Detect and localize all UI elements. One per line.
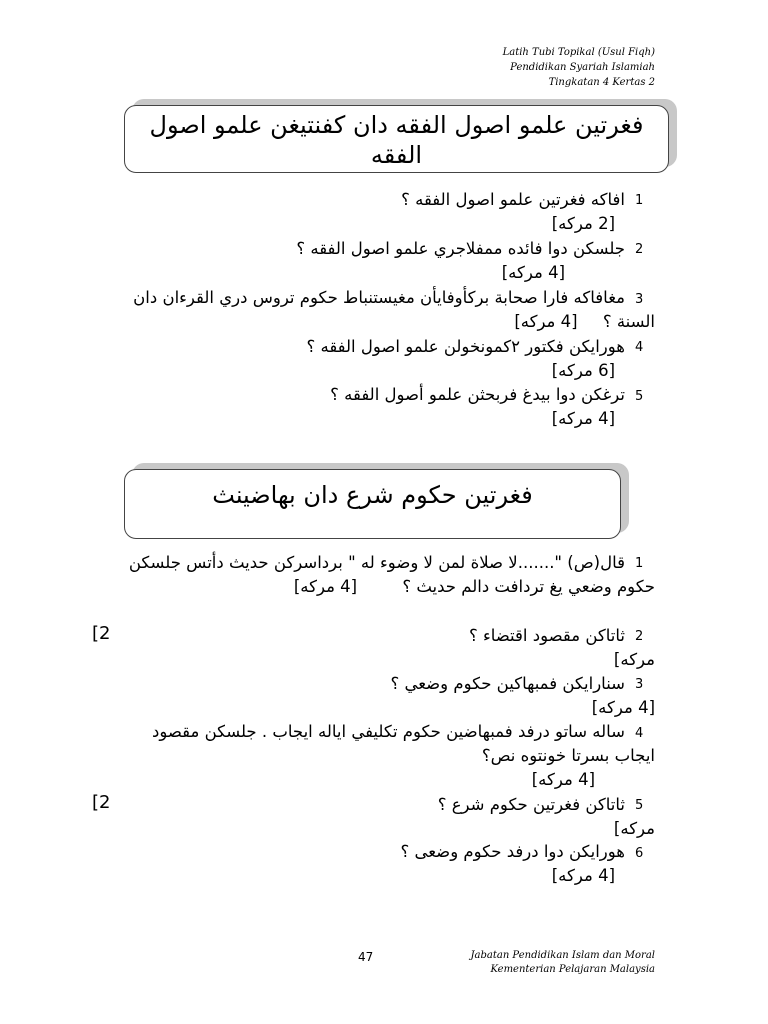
s1-q3-text: مغافاكه فارا صحابة بركأوفايأن مغيستنباط حكوم تروس دري القرءان دان السنة ؟ xyxy=(133,288,655,331)
footer-line-2: Kementerian Pelajaran Malaysia xyxy=(490,964,655,975)
s2-q1-text: قال(ص) ".......لا صلاة لمن لا وضوء له " برداسركن حديث دأتس جلسكن حكوم وضعي يغ تردافت دالم حديث ؟ xyxy=(128,553,655,596)
s1-q4-text: هورايكن فكتور ٢كمونخولن علمو اصول الفقه ؟ xyxy=(306,337,625,356)
s2-q4-number: 4 xyxy=(635,726,644,741)
s2-q2-number: 2 xyxy=(635,629,644,644)
s2-q6 xyxy=(110,840,655,888)
s1-q2-number: 2 xyxy=(635,242,644,257)
header-line-3: Tingkatan 4 Kertas 2 xyxy=(548,77,655,88)
s1-q4-mark: [6 مركه] xyxy=(551,361,615,380)
s1-q1-mark: [2 مركه] xyxy=(551,214,615,233)
s2-q1-mark: [4 مركه] xyxy=(293,577,358,596)
s2-q3-number: 3 xyxy=(635,677,644,692)
s2-q1 xyxy=(110,551,655,599)
s2-q1-number: 1 xyxy=(635,556,644,571)
s2-q6-number: 6 xyxy=(635,846,644,861)
section2-title: فغرتين حكوم شرع دان بهاضينث xyxy=(212,481,533,509)
s2-q6-mark: [4 مركه] xyxy=(551,866,615,885)
s1-q5-number: 5 xyxy=(635,389,644,404)
header-line-1: Latih Tubi Topikal (Usul Fiqh) xyxy=(502,47,655,58)
s2-q4-mark: [4 مركه] xyxy=(531,770,595,789)
s2-q6-text: هورايكن دوا درفد حكوم وضعى ؟ xyxy=(400,842,625,861)
section1-title: فغرتين علمو اصول الفقه دان كفنتيغن علمو اصول الفقه xyxy=(149,111,644,169)
s2-q2-mark-far: [2 xyxy=(92,623,111,644)
s1-q3 xyxy=(125,286,655,334)
s1-q5 xyxy=(135,383,655,431)
s2-q3-text: سنارايكن فمبهاكين حكوم وضعي ؟ xyxy=(390,674,625,693)
s2-q5-text: ثاتاكن فغرتين حكوم شرع ؟ xyxy=(437,795,625,814)
s2-q2-text: ثاتاكن مقصود اقتضاء ؟ xyxy=(468,626,625,645)
s1-q1-text: افاكه فغرتين علمو اصول الفقه ؟ xyxy=(401,190,625,209)
s2-q4-text: ساله ساتو درفد فمبهاضين حكوم تكليفي اياله ايجاب . جلسكن مقصود ايجاب بسرتا خونتوه نص؟ xyxy=(151,722,655,765)
s1-q4-number: 4 xyxy=(635,340,644,355)
s2-q5-mark: مركه] xyxy=(613,819,655,838)
s2-q2-mark: مركه] xyxy=(613,650,655,669)
s1-q5-mark: [4 مركه] xyxy=(551,409,615,428)
s1-q5-text: ترغكن دوا بيدغ فربحثن علمو أصول الفقه ؟ xyxy=(330,385,625,404)
s1-q1-number: 1 xyxy=(635,193,644,208)
s2-q3-mark: [4 مركه] xyxy=(591,698,655,717)
page-number: 47 xyxy=(358,950,374,964)
s1-q3-mark: [4 مركه] xyxy=(514,312,578,331)
footer-line-1: Jabatan Pendidikan Islam dan Moral xyxy=(470,950,655,961)
section1-title-box xyxy=(124,105,669,173)
s1-q3-number: 3 xyxy=(635,292,644,307)
s1-q4 xyxy=(135,335,655,383)
section2-title-box xyxy=(124,469,621,539)
s2-q5 xyxy=(110,793,655,841)
header-line-2: Pendidikan Syariah Islamiah xyxy=(510,62,655,73)
s2-q5-number: 5 xyxy=(635,798,644,813)
s1-q2 xyxy=(135,237,655,285)
s2-q4 xyxy=(110,720,655,792)
s2-q3 xyxy=(110,672,655,720)
s1-q1 xyxy=(135,188,655,236)
s2-q5-mark-far: [2 xyxy=(92,792,111,813)
s2-q2 xyxy=(110,624,655,672)
s1-q2-text: جلسكن دوا فائده ممفلاجري علمو اصول الفقه ؟ xyxy=(296,239,625,258)
s1-q2-mark: [4 مركه] xyxy=(501,263,565,282)
